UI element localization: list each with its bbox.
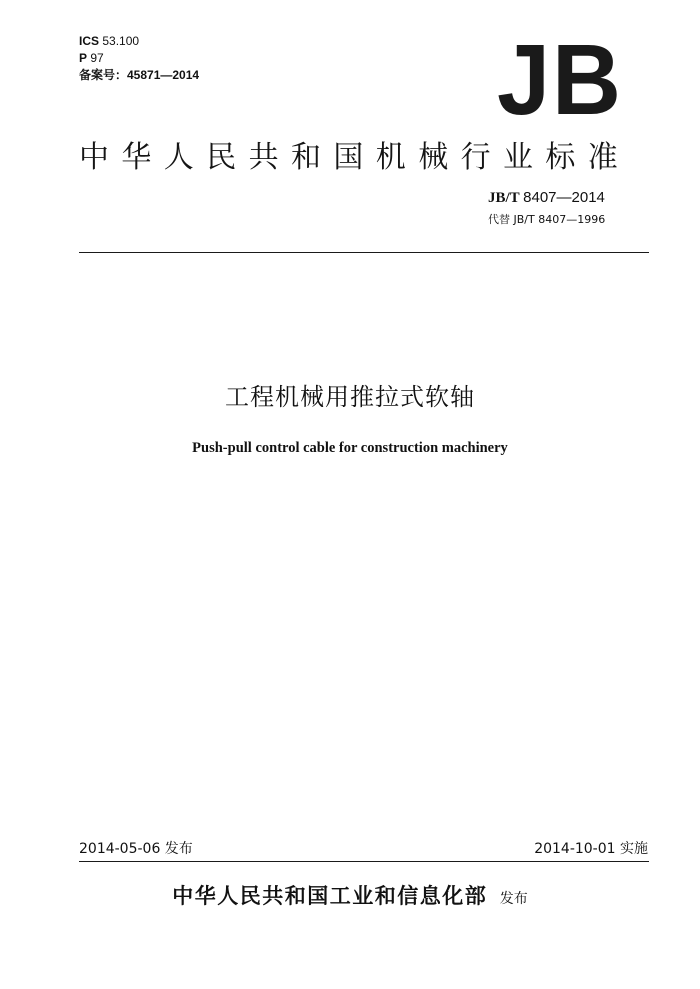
standard-number-value: 8407—2014	[523, 189, 605, 206]
standard-number	[488, 189, 605, 207]
standard-number-prefix: JB/T	[488, 190, 520, 206]
record-number: 备案号：45871—2014	[79, 68, 200, 82]
classification-label: P	[79, 51, 88, 65]
implementation-date: 2014-10-01 实施	[534, 841, 648, 857]
standard-type-title: 中华人民共和国机械行业标准	[79, 140, 631, 175]
replaces-standard: 代替 JB/T 8407—1996	[488, 213, 606, 226]
logo-text: JB	[497, 36, 623, 120]
classification-code	[79, 50, 199, 67]
issuer-name: 中华人民共和国工业和信息化部	[172, 884, 488, 908]
document-meta	[79, 33, 199, 84]
top-divider	[79, 252, 649, 253]
document-title-zh: 工程机械用推拉式软轴	[225, 383, 475, 411]
ics-label: ICS	[79, 34, 100, 48]
ics-value: 53.100	[102, 34, 140, 48]
issuer-suffix: 发布	[499, 891, 528, 907]
document-title-en: Push-pull control cable for construction machinery	[192, 440, 508, 456]
jb-logo	[495, 36, 625, 120]
ics-code	[79, 33, 199, 50]
classification-value: 97	[90, 51, 104, 65]
issue-date: 2014-05-06 发布	[79, 841, 193, 857]
issuer	[0, 880, 700, 910]
bottom-divider	[79, 861, 649, 862]
